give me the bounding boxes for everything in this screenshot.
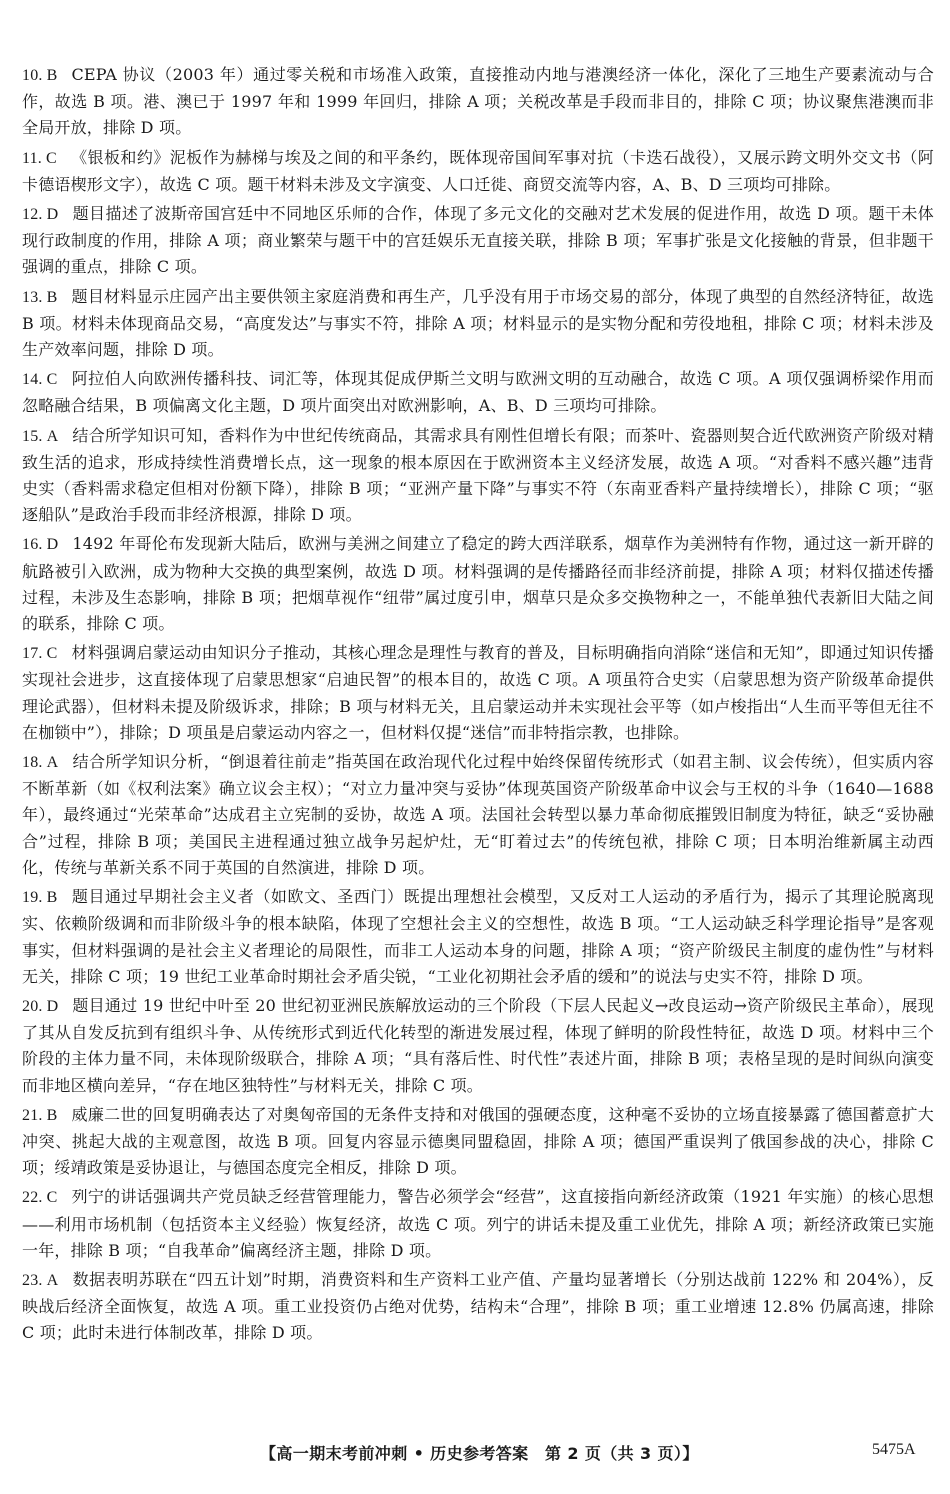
explanation-text: 列宁的讲话强调共产党员缺乏经营管理能力，警告必须学会“经营”，这直接指向新经济政策（1921 年实施）的核心思想——利用市场机制（包括资本主义经验）恢复经济，故选 C 项。列宁的讲话未提及重工业优先，排除 A 项；新经济政策已实施一年，排除 B 项；“自我革命”偏离经济主题，排除 D 项。 [22,1187,934,1260]
answer-letter: D [46,997,59,1015]
question-number: 16. [22,536,43,554]
footer-code: 5475A [872,1441,916,1458]
answer-letter: C [46,371,58,389]
question-number: 13. [22,288,43,306]
footer-title: 【高一期末考前冲刺 • 历史参考答案 第 2 页（共 3 页）】 [260,1444,699,1463]
explanation-text: 《银板和约》泥板作为赫梯与埃及之间的和平条约，既体现帝国间军事对抗（卡迭石战役），又展示跨文明外交文书（阿卡德语楔形文字），故选 C 项。题干材料未涉及文字演变、人口迁徙、商贸交流等内容，A、B、D 三项均可排除。 [22,147,934,194]
answer-item [22,423,934,529]
answer-item [22,201,934,281]
explanation-text: 数据表明苏联在“四五计划”时期，消费资料和生产资料工业产值、产量均显著增长（分别达战前 122% 和 204%），反映战后经济全面恢复，故选 A 项。重工业投资仍占绝对优势，结构未“合理”，排除 B 项；重工业增速 12.8% 仍属高速，排除 C 项；此时未进行体制改革，排除 D 项。 [22,1269,934,1343]
explanation-text: 题目通过 19 世纪中叶至 20 世纪初亚洲民族解放运动的三个阶段（下层人民起义→改良运动→资产阶级民主革命），展现了其从自发反抗到有组织斗争、从传统形式到近代化转型的渐进发展过程，体现了鲜明的阶段性特征，故选 D 项。材料中三个阶段的主体力量不同，未体现阶级联合，排除 A 项；“具有落后性、时代性”表述片面，排除 B 项；表格呈现的是时间纵向演变而非地区横向差异，“存在地区独特性”与材料无关，排除 C 项。 [22,995,934,1095]
answer-letter: B [46,1106,58,1124]
question-number: 14. [22,371,43,389]
explanation-text: 材料强调启蒙运动由知识分子推动，其核心理念是理性与教育的普及，目标明确指向消除“迷信和无知”，即通过知识传播实现社会进步，这直接体现了启蒙思想家“启迪民智”的根本目的，故选 C 项。A 项虽符合史实（启蒙思想为资产阶级革命提供理论武器），但材料未提及阶级诉求，排除；B 项与材料无关，且启蒙运动并未实现社会平等（如卢梭指出“人生而平等但无往不在枷锁中”），排除；D 项虽是启蒙运动内容之一，但材料仅提“迷信”而非特指宗教，也排除。 [22,643,934,742]
page-footer [0,1441,950,1465]
answer-list [22,62,934,1350]
question-number: 20. [22,997,43,1015]
question-number: 12. [22,206,43,224]
answer-item [22,1267,934,1347]
answer-letter: A [46,1271,59,1289]
explanation-text: 阿拉伯人向欧洲传播科技、词汇等，体现其促成伊斯兰文明与欧洲文明的互动融合，故选 C 项。A 项仅强调桥梁作用而忽略融合结果，B 项偏离文化主题，D 项片面突出对欧洲影响，A、B、D 三项均可排除。 [22,369,934,416]
question-number: 18. [22,754,43,772]
answer-letter: B [46,889,58,907]
answer-item [22,145,934,198]
answer-letter: C [46,645,58,663]
answer-item [22,62,934,142]
answer-item [22,1184,934,1264]
question-number: 21. [22,1106,43,1124]
explanation-text: 威廉二世的回复明确表达了对奥匈帝国的无条件支持和对俄国的强硬态度，这种毫不妥协的立场直接暴露了德国蓄意扩大冲突、挑起大战的主观意图，故选 B 项。回复内容显示德奥同盟稳固，排除 A 项；德国严重误判了俄国参战的决心，排除 C 项；绥靖政策是妥协退让，与德国态度完全相反，排除 D 项。 [22,1104,934,1178]
answer-item [22,1102,934,1182]
question-number: 22. [22,1189,43,1207]
explanation-text: 1492 年哥伦布发现新大陆后，欧洲与美洲之间建立了稳定的跨大西洋联系，烟草作为美洲特有作物，通过这一新开辟的航路被引入欧洲，成为物种大交换的典型案例，故选 D 项。材料强调的是传播路径而非经济前提，排除 A 项；材料仅描述传播过程，未涉及生态影响，排除 B 项；把烟草视作“纽带”属过度引申，烟草只是众多交换物种之一，不能单独代表新旧大陆之间的联系，排除 C 项。 [22,534,934,634]
explanation-text: CEPA 协议（2003 年）通过零关税和市场准入政策，直接推动内地与港澳经济一体化，深化了三地生产要素流动与合作，故选 B 项。港、澳已于 1997 年和 1999 年回归，排除 A 项；关税改革是手段而非目的，排除 C 项；协议聚焦港澳而非全局开放，排除 D 项。 [22,65,934,138]
answer-item [22,284,934,364]
answer-letter: D [46,206,59,224]
question-number: 10. [22,67,43,84]
explanation-text: 题目通过早期社会主义者（如欧文、圣西门）既提出理想社会模型，又反对工人运动的矛盾行为，揭示了其理论脱离现实、依赖阶级调和而非阶级斗争的根本缺陷，体现了空想社会主义的空想性，故选 B 项。“工人运动缺乏科学理论指导”是客观事实，但材料强调的是社会主义者理论的局限性，而非工人运动本身的问题，排除 A 项；“资产阶级民主制度的虚伪性”与材料无关，排除 C 项；19 世纪工业革命时期社会矛盾尖锐，“工业化初期社会矛盾的缓和”的说法与史实不符，排除 D 项。 [22,887,934,986]
question-number: 19. [22,889,43,907]
answer-item [22,366,934,419]
explanation-text: 结合所学知识可知，香料作为中世纪传统商品，其需求具有刚性但增长有限；而茶叶、瓷器则契合近代欧洲资产阶级对精致生活的追求，形成持续性消费增长点，这一现象的根本原因在于欧洲资本主义经济发展，故选 A 项。“对香料不感兴趣”违背史实（香料需求稳定但相对份额下降），排除 B 项；“亚洲产量下降”与事实不符（东南亚香料产量持续增长），排除 C 项；“驱逐船队”是政治手段而非经济根源，排除 D 项。 [22,425,934,525]
answer-letter: C [46,149,57,167]
explanation-text: 题目材料显示庄园产出主要供领主家庭消费和再生产，几乎没有用于市场交易的部分，体现了典型的自然经济特征，故选 B 项。材料未体现商品交易，“高度发达”与事实不符，排除 A 项；材料显示的是实物分配和劳役地租，排除 C 项；材料未涉及生产效率问题，排除 D 项。 [22,286,934,360]
explanation-text: 题目描述了波斯帝国宫廷中不同地区乐师的合作，体现了多元文化的交融对艺术发展的促进作用，故选 D 项。题干未体现行政制度的作用，排除 A 项；商业繁荣与题干中的宫廷娱乐无直接关联，排除 B 项；军事扩张是文化接触的背景，但非题干强调的重点，排除 C 项。 [22,204,934,277]
explanation-text: 结合所学知识分析，“倒退着往前走”指英国在政治现代化过程中始终保留传统形式（如君主制、议会传统），但实质内容不断革新（如《权利法案》确立议会主权）；“对立力量冲突与妥协”体现英国资产阶级革命中议会与王权的斗争（1640—1688 年），最终通过“光荣革命”达成君主立宪制的妥协，故选 A 项。法国社会转型以暴力革命彻底摧毁旧制度为特征，缺乏“妥协融合”过程，排除 B 项；美国民主进程通过独立战争另起炉灶，无“盯着过去”的传统包袱，排除 C 项；日本明治维新属主动西化，传统与革新关系不同于英国的自然演进，排除 D 项。 [22,752,934,877]
answer-letter: A [46,754,59,772]
answer-letter: B [46,67,58,84]
answer-letter: A [46,427,59,445]
answer-letter: D [46,536,59,554]
answer-item [22,749,934,881]
question-number: 15. [22,427,43,445]
question-number: 23. [22,1271,43,1289]
question-number: 17. [22,645,43,663]
answer-letter: C [46,1189,58,1207]
answer-item [22,993,934,1099]
answer-item [22,640,934,746]
answer-item [22,531,934,637]
question-number: 11. [22,149,43,167]
answer-item [22,884,934,990]
answer-letter: B [46,288,58,306]
